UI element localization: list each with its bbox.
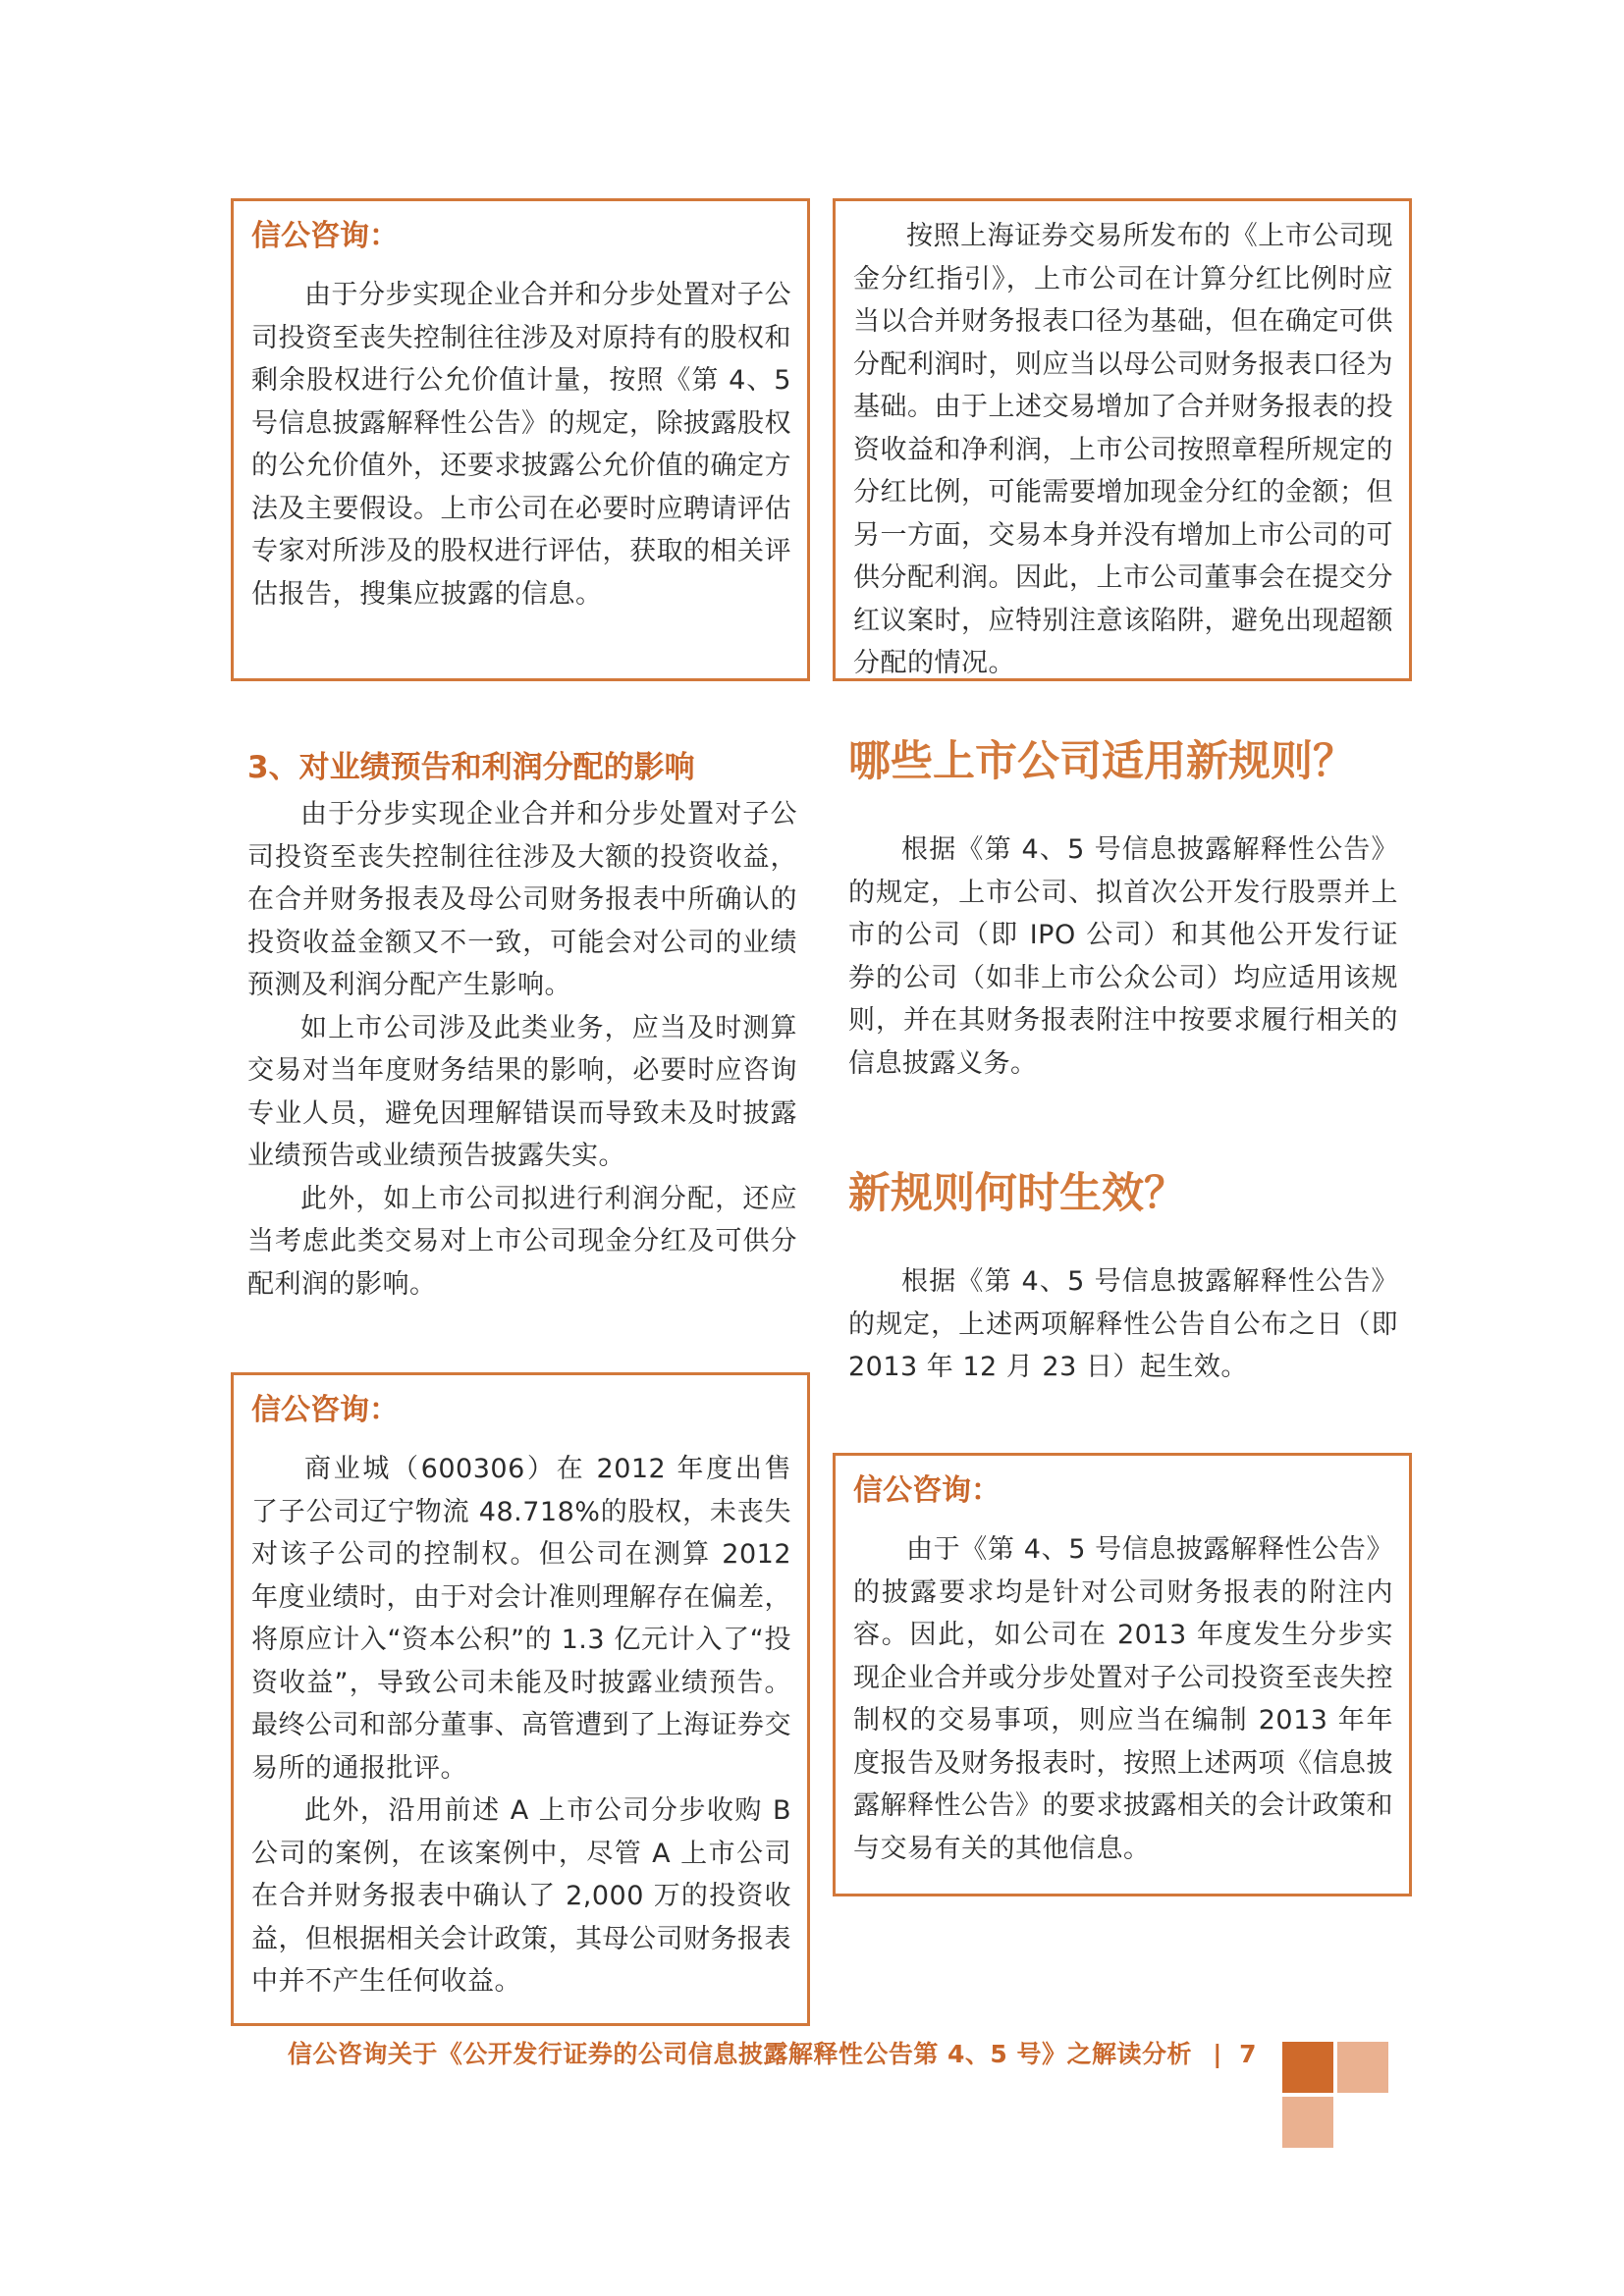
paragraph: 此外，沿用前述 A 上市公司分步收购 B 公司的案例，在该案例中，尽管 A 上市公司在合并财务报表中确认了 2,000 万的投资收益，但根据相关会计政策，其母公司财务报表中并不产生任何收益。 xyxy=(251,1795,791,1997)
page-footer xyxy=(245,2035,1257,2074)
paragraph: 根据《第 4、5 号信息披露解释性公告》的规定，上述两项解释性公告自公布之日（即 2013 年 12 月 23 日）起生效。 xyxy=(848,1266,1398,1382)
paragraph: 由于分步实现企业合并和分步处置对子公司投资至丧失控制往往涉及对原持有的股权和剩余股权进行公允价值计量，按照《第 4、5 号信息披露解释性公告》的规定，除披露股权的公允价值外，还要求披露公允价值的确定方法及主要假设。上市公司在必要时应聘请评估专家对所涉及的股权进行评估，获取的相关评估报告，搜集应披露的信息。 xyxy=(251,280,791,610)
paragraph: 由于《第 4、5 号信息披露解释性公告》的披露要求均是针对公司财务报表的附注内容。因此，如公司在 2013 年度发生分步实现企业合并或分步处置对子公司投资至丧失控制权的交易事项，则应当在编制 2013 年年度报告及财务报表时，按照上述两项《信息披露解释性公告》的要求披露相关的会计政策和与交易有关的其他信息。 xyxy=(853,1534,1393,1864)
decorative-square-icon xyxy=(1337,2042,1388,2093)
paragraph: 由于分步实现企业合并和分步处置对子公司投资至丧失控制往往涉及大额的投资收益，在合并财务报表及母公司财务报表中所确认的投资收益金额又不一致，可能会对公司的业绩预测及利润分配产生影响。 xyxy=(247,799,797,1000)
section-which-companies xyxy=(848,734,1398,1085)
consulting-box-title: 信公咨询： xyxy=(251,219,399,253)
paragraph: 商业城（600306）在 2012 年度出售了子公司辽宁物流 48.718%的股权，未丧失对该子公司的控制权。但公司在测算 2012 年度业绩时，由于对会计准则理解存在偏差，将原应计入“资本公积”的 1.3 亿元计入了“投资收益”，导致公司未能及时披露业绩预告。最终公司和部分董事、高管遭到了上海证券交易所的通报批评。 xyxy=(251,1454,791,1784)
consulting-box-1 xyxy=(231,198,810,681)
paragraph: 根据《第 4、5 号信息披露解释性公告》的规定，上市公司、拟首次公开发行股票并上市的公司（即 IPO 公司）和其他公开发行证券的公司（如非上市公众公司）均应适用该规则，并在其财务报表附注中按要求履行相关的信息披露义务。 xyxy=(848,834,1398,1079)
paragraph: 如上市公司涉及此类业务，应当及时测算交易对当年度财务结果的影响，必要时应咨询专业人员，避免因理解错误而导致未及时披露业绩预告或业绩预告披露失实。 xyxy=(247,1012,797,1171)
consulting-box-title: 信公咨询： xyxy=(251,1393,399,1427)
consulting-box-4 xyxy=(833,1453,1412,1896)
paragraph: 此外，如上市公司拟进行利润分配，还应当考虑此类交易对上市公司现金分红及可供分配利润的影响。 xyxy=(247,1183,797,1300)
section-heading: 哪些上市公司适用新规则？ xyxy=(848,737,1355,786)
footer-title: 信公咨询关于《公开发行证券的公司信息披露解释性公告第 4、5 号》之解读分析 xyxy=(287,2040,1193,2068)
footer-separator: | xyxy=(1213,2040,1222,2068)
section-3 xyxy=(247,746,797,1306)
paragraph: 按照上海证券交易所发布的《上市公司现金分红指引》，上市公司在计算分红比例时应当以合并财务报表口径为基础，但在确定可供分配利润时，则应当以母公司财务报表口径为基础。由于上述交易增加了合并财务报表的投资收益和净利润，上市公司按照章程所规定的分红比例，可能需要增加现金分红的金额；但另一方面，交易本身并没有增加上市公司的可供分配利润。因此，上市公司董事会在提交分红议案时，应特别注意该陷阱，避免出现超额分配的情况。 xyxy=(853,221,1393,678)
consulting-box-2 xyxy=(231,1372,810,2026)
section-heading: 3、对业绩预告和利润分配的影响 xyxy=(247,750,695,785)
decorative-square-icon xyxy=(1282,2042,1333,2093)
section-effective-date xyxy=(848,1166,1398,1389)
decorative-square-icon xyxy=(1282,2097,1333,2148)
section-heading: 新规则何时生效？ xyxy=(848,1169,1186,1218)
consulting-box-title: 信公咨询： xyxy=(853,1473,1001,1508)
consulting-box-3 xyxy=(833,198,1412,681)
page-number: 7 xyxy=(1239,2040,1257,2068)
